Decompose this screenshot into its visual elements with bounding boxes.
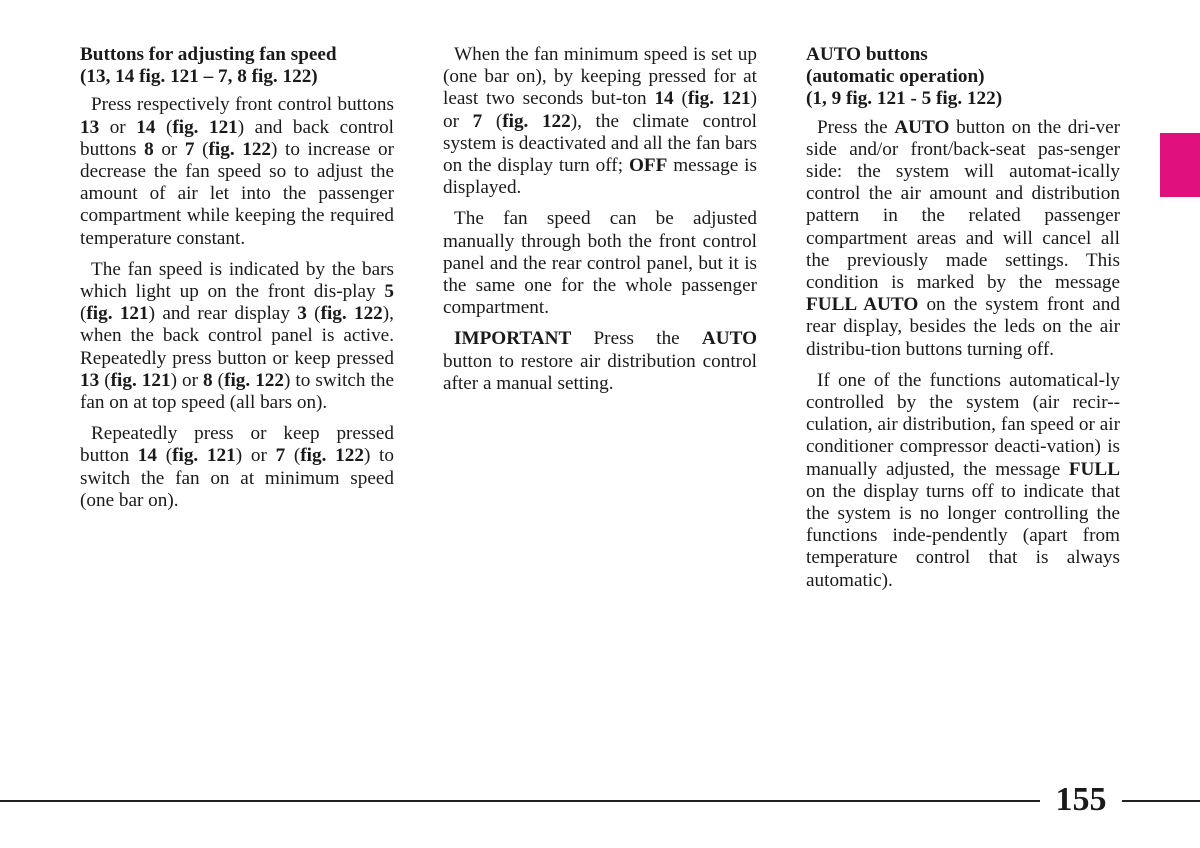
bold-ref: 8 (144, 138, 154, 160)
text-run: ), when the back control panel is active. Repeatedly press button or keep pressed (80, 303, 394, 369)
bold-ref: IMPORTANT (454, 328, 572, 350)
paragraph-auto-operation (806, 117, 1120, 361)
bold-ref: 3 (297, 303, 307, 325)
bold-ref: 13 (80, 116, 100, 138)
text-run: ( (482, 110, 503, 132)
bold-ref: fig. 122 (502, 110, 571, 132)
paragraph-manual-adjustment (443, 208, 757, 319)
bold-ref: 14 (137, 445, 157, 467)
text-run: ) and rear display (148, 303, 298, 325)
text-run: ( (306, 303, 321, 325)
bold-ref: fig. 122 (208, 138, 272, 160)
heading-line: (13, 14 fig. 121 – 7, 8 fig. 122) (80, 66, 318, 88)
text-run: ( (156, 445, 173, 467)
footer-rule-right (1122, 800, 1200, 802)
section-tab-marker (1160, 133, 1200, 197)
column-fan-speed-buttons (80, 44, 394, 521)
footer-rule-left (0, 800, 1040, 802)
heading-line: AUTO buttons (806, 44, 928, 65)
bold-ref: fig. 122 (320, 303, 383, 325)
page-number: 155 (1055, 781, 1107, 818)
text-run: The fan speed can be adjusted manually through both the front control panel and the rear control panel, but it is the same one for the whole passenger compartment. (443, 208, 757, 319)
text-run: ( (80, 303, 87, 325)
bold-ref: fig. 121 (172, 116, 238, 138)
text-run: ) or (235, 445, 276, 467)
paragraph-system-deactivation (443, 44, 757, 199)
bold-ref: fig. 121 (687, 88, 751, 110)
bold-ref: 13 (80, 369, 100, 391)
text-run: on the display turns off to indicate that the system is no longer controlling the functions inde-pendently (apart from temperature control that is always automatic). (806, 480, 1120, 591)
text-run: The fan speed is indicated by the bars which light up on the front dis-play (80, 258, 394, 303)
text-run: message is displayed. (443, 155, 757, 199)
text-run: Press the (817, 116, 895, 138)
text-run: ) or (170, 369, 204, 391)
paragraph-adjust-fan-speed (80, 94, 394, 249)
bold-ref: fig. 122 (300, 445, 364, 467)
text-run: When the fan minimum speed is set up (one bar on), by keeping pressed for at least two seconds but-ton (443, 44, 757, 110)
bold-ref: 14 (654, 88, 674, 110)
text-run: button to restore air distribution control after a manual setting. (443, 350, 757, 394)
text-run: button on the dri-ver side and/or front/back-seat pas-senger side: the system will automat-ically control the air amount and distribution pattern in the related passenger compartment areas and will cancel all the previously made settings. This condition is marked by the message (806, 116, 1120, 294)
paragraph-fan-speed-indicator (80, 259, 394, 414)
bold-ref: 7 (275, 445, 286, 467)
text-run: ) and back control buttons (80, 116, 395, 160)
heading-line: (automatic operation) (806, 66, 985, 88)
text-run: ( (285, 445, 301, 467)
bold-ref: 7 (184, 138, 195, 160)
bold-ref: FULL (1068, 458, 1120, 480)
bold-ref: fig. 122 (224, 369, 284, 391)
text-run: ( (155, 116, 173, 138)
heading-line: Buttons for adjusting fan speed (80, 44, 337, 65)
text-run: ) or (443, 88, 757, 132)
bold-ref: 8 (203, 369, 213, 391)
bold-ref: FULL AUTO (806, 294, 919, 316)
text-run: ) to switch the fan on at top speed (all bars on). (80, 369, 394, 414)
bold-ref: fig. 121 (110, 369, 171, 391)
bold-ref: 5 (384, 281, 394, 303)
paragraph-important-note (443, 328, 757, 395)
text-run: Press the (571, 328, 702, 350)
text-run: on the system front and rear display, besides the leds on the air distribu-tion buttons turning off. (806, 294, 1120, 360)
section-heading-auto (806, 44, 1120, 111)
paragraph-full-off (806, 370, 1120, 592)
text-run: If one of the functions automatical-ly controlled by the system (air recir-culation, air distribution, fan speed or air conditioner compressor deacti-vation) is manually adjusted, the message (806, 369, 1120, 480)
text-run: ( (673, 88, 688, 110)
text-run: or (99, 116, 137, 138)
text-run: or (153, 138, 185, 160)
text-run: Press respectively front control buttons (91, 94, 394, 116)
bold-ref: fig. 121 (86, 303, 149, 325)
text-run: ), the climate control system is deactivated and all the fan bars on the display turn off; (443, 110, 758, 177)
text-run: ) to increase or decrease the fan speed so to adjust the amount of air let into the passenger compartment while keeping the required temperature constant. (80, 138, 394, 249)
bold-ref: OFF (628, 155, 668, 177)
column-fan-off-manual (443, 44, 757, 404)
bold-ref: AUTO (701, 328, 757, 350)
text-run: ) to switch the fan on at minimum speed (one bar on). (80, 445, 394, 511)
section-heading-fan-speed (80, 44, 394, 88)
column-auto-buttons (806, 44, 1120, 601)
bold-ref: fig. 121 (172, 445, 236, 467)
bold-ref: AUTO (894, 116, 950, 138)
text-run: ( (194, 138, 209, 160)
bold-ref: 14 (136, 116, 156, 138)
text-run: Repeatedly press or keep pressed button (80, 423, 394, 467)
text-run: ( (212, 369, 225, 391)
paragraph-minimum-speed (80, 423, 394, 512)
bold-ref: 7 (472, 110, 483, 132)
text-run: ( (99, 369, 111, 391)
heading-line: (1, 9 fig. 121 - 5 fig. 122) (806, 88, 1003, 110)
